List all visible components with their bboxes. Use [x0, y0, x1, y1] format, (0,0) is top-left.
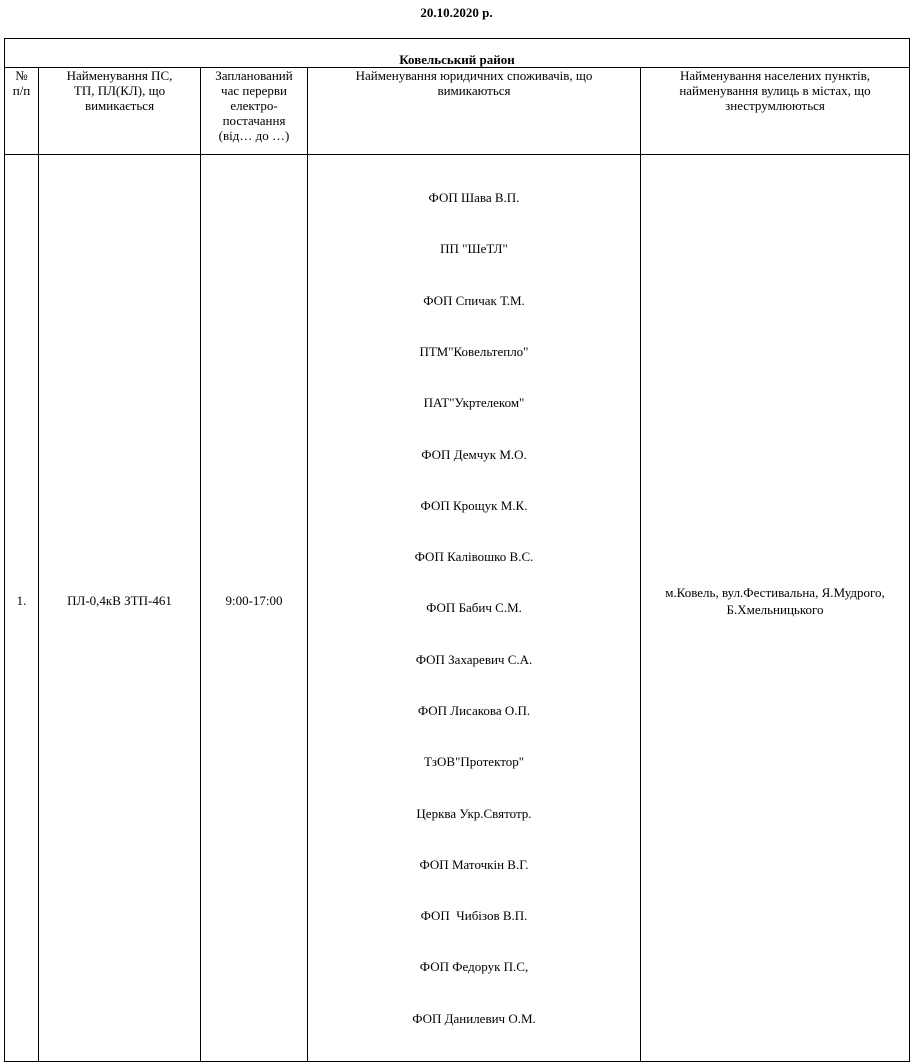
- consumer-item: ТзОВ"Протектор": [423, 754, 525, 770]
- row-locations: [641, 155, 910, 1062]
- header-consumers-line: Найменування юридичних споживачів, що: [355, 68, 593, 83]
- header-time-line: постачання: [222, 113, 286, 128]
- header-consumers: [308, 68, 641, 155]
- consumer-item: ФОП Маточкін В.Г.: [419, 856, 529, 872]
- header-row: [5, 68, 910, 155]
- document-date: 20.10.2020 р.: [420, 5, 493, 20]
- location-line: м.Ковель, вул.Фестивальна, Я.Мудрого,: [665, 585, 885, 601]
- header-time-line: електро-: [230, 98, 278, 113]
- row-time-text: 9:00-17:00: [225, 593, 283, 609]
- row-substation: [39, 155, 201, 1062]
- header-consumers-line: вимикаються: [437, 83, 511, 98]
- outage-table: [4, 38, 910, 1062]
- consumer-item: ФОП Бабич С.М.: [426, 600, 522, 616]
- row-time: [201, 155, 308, 1062]
- consumer-item: ФОП Данилевич О.М.: [412, 1010, 536, 1026]
- consumer-item: ФОП Федорук П.С,: [419, 959, 529, 975]
- header-number-line: п/п: [12, 83, 31, 98]
- header-time-line: час перерви: [221, 83, 287, 98]
- row-number: [5, 155, 39, 1062]
- district-title: Ковельський район: [5, 39, 910, 68]
- consumer-item: Церква Укр.Святотр.: [416, 805, 532, 821]
- consumer-item: ПТМ"Ковельтепло": [419, 344, 529, 360]
- table-row: [5, 155, 910, 1062]
- consumer-item: ФОП Захаревич С.А.: [415, 651, 533, 667]
- header-time-line: Запланований: [215, 68, 293, 83]
- consumer-list: [308, 155, 640, 1061]
- header-time-line: (від… до …): [218, 128, 290, 143]
- consumer-item: ФОП Чибізов В.П.: [420, 908, 528, 924]
- header-locations-line: найменування вулиць в містах, що: [679, 83, 871, 98]
- header-substation: [39, 68, 201, 155]
- consumer-item: ПАТ"Укртелеком": [423, 395, 525, 411]
- header-locations-line: знеструмлюються: [725, 98, 825, 113]
- header-locations-line: Найменування населених пунктів,: [679, 68, 871, 83]
- row-number-text: 1.: [16, 593, 27, 609]
- header-number: [5, 68, 39, 155]
- header-locations: [641, 68, 910, 155]
- header-substation-line: вимикається: [84, 98, 155, 113]
- row-consumers: [308, 155, 641, 1062]
- district-row: [5, 39, 910, 68]
- consumer-item: ФОП Калівошко В.С.: [414, 549, 534, 565]
- header-time: [201, 68, 308, 155]
- consumer-item: ФОП Шава В.П.: [428, 190, 520, 206]
- consumer-item: ФОП Крощук М.К.: [420, 497, 528, 513]
- row-substation-text: ПЛ-0,4кВ ЗТП-461: [67, 593, 172, 609]
- location-line: Б.Хмельницького: [726, 602, 824, 618]
- header-number-line: №: [15, 68, 28, 83]
- consumer-item: ФОП Спичак Т.М.: [423, 292, 525, 308]
- consumer-item: ФОП Лисакова О.П.: [417, 703, 531, 718]
- row-locations-text: [641, 584, 909, 618]
- consumer-item: ПП "ШеТЛ": [440, 241, 508, 257]
- consumer-item: ФОП Демчук М.О.: [421, 446, 527, 462]
- header-substation-line: ТП, ПЛ(КЛ), що: [73, 83, 166, 98]
- header-substation-line: Найменування ПС,: [66, 68, 173, 83]
